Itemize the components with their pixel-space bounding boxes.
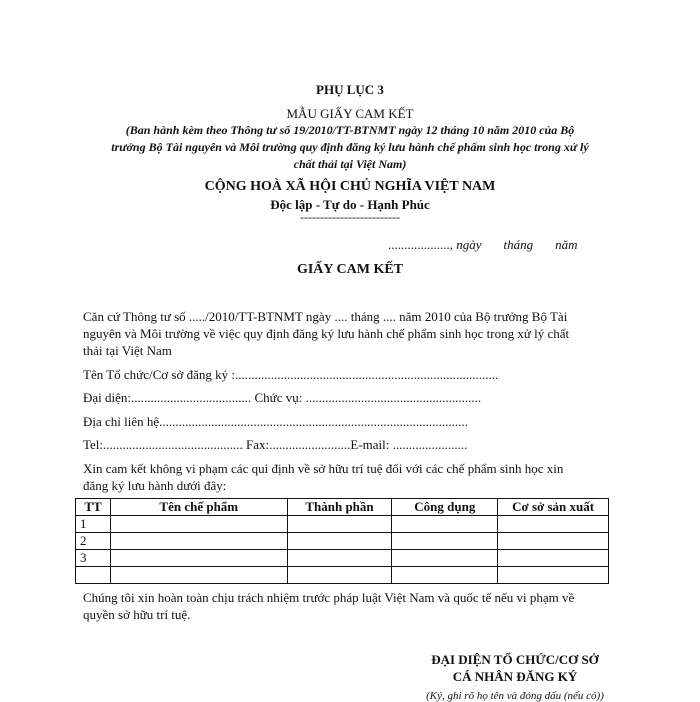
table-cell [498,533,609,550]
table-cell [287,516,392,533]
table-cell: 3 [76,550,111,567]
table-cell [287,550,392,567]
table-cell [76,567,111,584]
date-place: ..................., [388,237,457,252]
closing-line-1: Chúng tôi xin hoàn toàn chịu trách nhiệm trước pháp luật Việt Nam và quốc tế nếu vi phạm về [83,590,575,605]
table-cell [110,516,287,533]
table-cell [392,567,498,584]
national-title: CỘNG HOÀ XÃ HỘI CHỦ NGHĨA VIỆT NAM [204,179,496,194]
table-cell: 2 [76,533,111,550]
table-cell [110,550,287,567]
date-day: ngày [456,237,482,252]
table-cell: 1 [76,516,111,533]
products-table [75,498,609,584]
closing-line-2: quyền sở hữu trí tuệ. [83,607,191,622]
date-line [388,237,578,253]
basis-line-2: nguyên và Môi trường về việc quy định đăng ký lưu hành chế phẩm sinh học trong xử lý chất [83,326,570,341]
commit-line-2: đăng ký lưu hành dưới đây: [83,478,227,493]
header-product-name: Tên chế phẩm [110,499,287,516]
document-title: GIẤY CAM KẾT [296,262,404,277]
address-field: Địa chỉ liên hệ............................................................................................... [83,414,468,429]
basis-line-1: Căn cứ Thông tư số ...../2010/TT-BTNMT ngày .... tháng .... năm 2010 của Bộ trưởng Bộ Tài [83,309,568,324]
table-cell [392,550,498,567]
signature-note: (Ký, ghi rõ họ tên và đóng dấu (nếu có)) [426,690,604,702]
representative-field: Đại diện:..................................... Chức vụ: ...................................................... [83,390,482,405]
date-month: tháng [503,237,534,252]
table-cell [110,533,287,550]
table-row [76,533,609,550]
org-name-field: Tên Tổ chức/Cơ sở đăng ký :................................................................................. [83,367,499,382]
table-row [76,516,609,533]
date-year: năm [555,237,578,252]
table-cell [498,516,609,533]
table-cell [392,533,498,550]
appendix-title: PHỤ LỤC 3 [316,82,384,97]
form-title: MẪU GIẤY CAM KẾT [286,106,414,121]
table-cell [498,550,609,567]
contact-field: Tel:........................................... Fax:.........................E-mail: ....................... [83,437,468,452]
motto-underline: ------------------------- [300,210,400,224]
commit-line-1: Xin cam kết không vi phạm các qui định về sở hữu trí tuệ đối với các chế phẩm sinh học xin [83,461,564,476]
table-row [76,550,609,567]
issued-line-2: trưởng Bộ Tài nguyên và Môi trường quy định đăng ký lưu hành chế phẩm sinh học trong xử lý [111,140,589,154]
table-cell [392,516,498,533]
header-usage: Công dụng [392,499,498,516]
header-tt: TT [76,499,111,516]
national-motto: Độc lập - Tự do - Hạnh Phúc [270,197,430,212]
header-manufacturer: Cơ sở sản xuất [498,499,609,516]
table-cell [287,567,392,584]
table-header-row [76,499,609,516]
issued-line-3: chất thải tại Việt Nam) [293,157,407,171]
table-cell [287,533,392,550]
table-cell [498,567,609,584]
table-cell [110,567,287,584]
table-row [76,567,609,584]
issued-line-1: (Ban hành kèm theo Thông tư số 19/2010/TT-BTNMT ngày 12 tháng 10 năm 2010 của Bộ [125,123,575,137]
header-composition: Thành phần [287,499,392,516]
signature-title-2: CÁ NHÂN ĐĂNG KÝ [452,669,578,684]
signature-title-1: ĐẠI DIỆN TỔ CHỨC/CƠ SỞ [431,652,599,667]
basis-line-3: thải tại Việt Nam [83,343,172,358]
